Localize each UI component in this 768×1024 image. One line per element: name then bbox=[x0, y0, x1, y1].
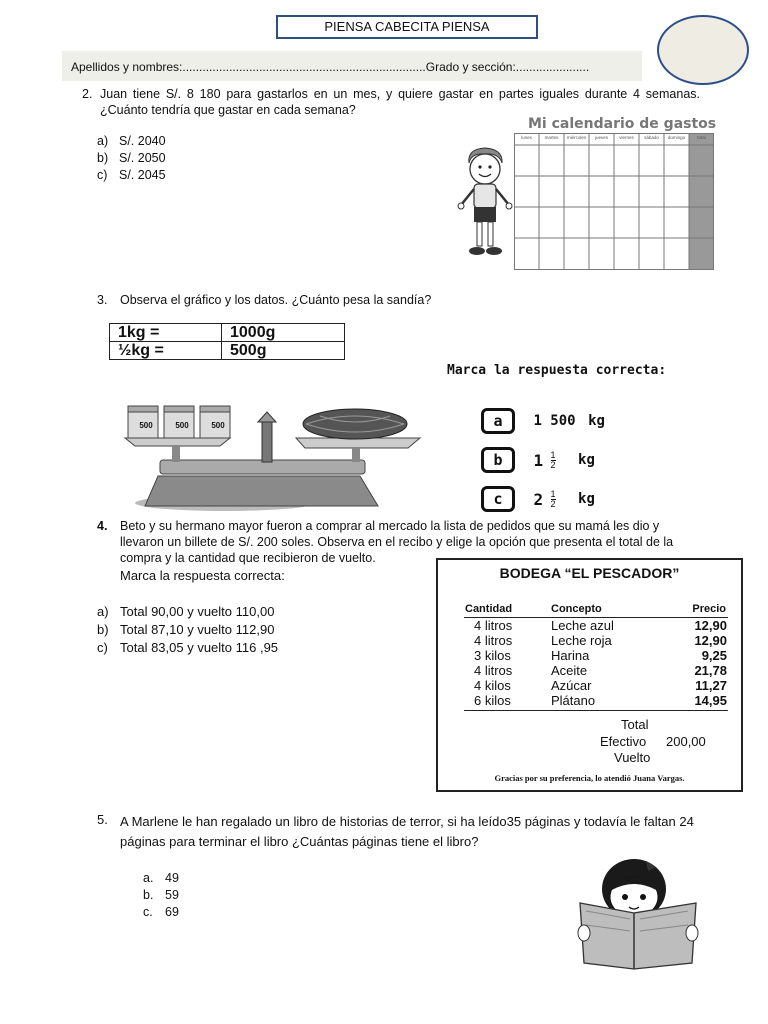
receipt-cash-value: 200,00 bbox=[666, 734, 706, 749]
calendar-title: Mi calendario de gastos bbox=[528, 116, 717, 132]
table-row: 6 kilos Plátano 14,95 bbox=[464, 693, 728, 711]
option-b[interactable]: b) Total 87,10 y vuelto 112,90 bbox=[97, 622, 275, 637]
table-row: 4 litros Leche roja 12,90 bbox=[474, 633, 727, 648]
calendar-day-headers: lunes martes miércoles jueves viernes sábado domingo total bbox=[521, 135, 706, 140]
question-2-options bbox=[97, 133, 166, 184]
fraction-half: $\frac{1}{2}$ bbox=[550, 488, 556, 509]
table-row: 3 kilos Harina 9,25 bbox=[474, 648, 727, 663]
mark-instruction: Marca la respuesta correcta: bbox=[447, 363, 667, 378]
option-b[interactable]: b. 59 bbox=[143, 888, 179, 902]
question-5-options bbox=[143, 870, 179, 921]
receipt-change-label: Vuelto bbox=[614, 750, 651, 765]
question-4-options bbox=[97, 603, 278, 657]
question-4-number: 4. bbox=[97, 519, 108, 533]
receipt-cash-label: Efectivo bbox=[600, 734, 647, 749]
grade-circle bbox=[657, 15, 749, 85]
girl-reading-illustration bbox=[574, 855, 702, 971]
question-2-number: 2. bbox=[82, 87, 93, 101]
option-a[interactable]: a. 49 bbox=[143, 871, 179, 885]
option-c[interactable]: c. 69 bbox=[143, 905, 179, 919]
question-4-instruction: Marca la respuesta correcta: bbox=[120, 568, 285, 583]
receipt-title: BODEGA “EL PESCADOR” bbox=[499, 565, 680, 581]
table-row: 1kg = 1000g bbox=[110, 324, 345, 342]
unit-conversion-table bbox=[109, 323, 345, 360]
option-a[interactable]: a) S/. 2040 bbox=[97, 134, 166, 148]
answer-option-a[interactable]: a 1 500 kg bbox=[481, 408, 605, 434]
worksheet-title: PIENSA CABECITA PIENSA bbox=[276, 15, 538, 39]
receipt bbox=[436, 558, 743, 792]
question-3-text: Observa el gráfico y los datos. ¿Cuánto pesa la sandía? bbox=[120, 293, 432, 307]
receipt-total-label: Total bbox=[621, 717, 649, 732]
table-row: ½kg = 500g bbox=[110, 342, 345, 360]
student-name-line: Apellidos y nombres:.........................................................................Grado y sección:...................... bbox=[62, 51, 642, 81]
weight-labels: 500 500 500 bbox=[139, 421, 225, 430]
option-a[interactable]: a) Total 90,00 y vuelto 110,00 bbox=[97, 604, 275, 619]
question-3-number: 3. bbox=[97, 293, 108, 307]
table-row: 4 litros Leche azul 12,90 bbox=[474, 618, 727, 633]
receipt-table bbox=[464, 602, 728, 711]
answer-option-b[interactable]: b 1 $\frac{1}{2}$ kg bbox=[481, 447, 595, 473]
table-row: 4 kilos Azúcar 11,27 bbox=[474, 678, 727, 693]
table-header-row: Cantidad Concepto Precio bbox=[464, 602, 728, 618]
answer-option-c[interactable]: c 2 $\frac{1}{2}$ kg bbox=[481, 486, 595, 512]
balance-scale-illustration bbox=[120, 398, 422, 512]
boy-illustration bbox=[455, 145, 517, 260]
fraction-half: $\frac{1}{2}$ bbox=[550, 449, 556, 470]
question-4-text: Beto y su hermano mayor fueron a comprar al mercado la lista de pedidos que su mamá les dio y llevaron un billete de S/. 200 soles. Observa en el recibo y elige la opción que presenta el total de la compra y la cantidad que recibieron de vuelto. bbox=[120, 519, 674, 565]
option-c[interactable]: c) Total 83,05 y vuelto 116 ,95 bbox=[97, 640, 279, 655]
option-c[interactable]: c) S/. 2045 bbox=[97, 168, 166, 182]
question-2-text: Juan tiene S/. 8 180 para gastarlos en un mes, y quiere gastar en partes iguales durante 4 semanas. ¿Cuánto tendría que gastar en cada semana? bbox=[100, 87, 700, 117]
table-row: 4 litros Aceite 21,78 bbox=[474, 663, 727, 678]
question-5-text: A Marlene le han regalado un libro de historias de terror, si ha leído35 páginas y todavía le faltan 24 páginas para terminar el libro ¿Cuántas páginas tiene el libro? bbox=[120, 814, 694, 849]
option-b[interactable]: b) S/. 2050 bbox=[97, 151, 166, 165]
receipt-footer: Gracias por su preferencia, lo atendió Juana Vargas. bbox=[494, 773, 685, 783]
calendar-grid bbox=[514, 133, 714, 270]
question-5-number: 5. bbox=[97, 812, 108, 827]
